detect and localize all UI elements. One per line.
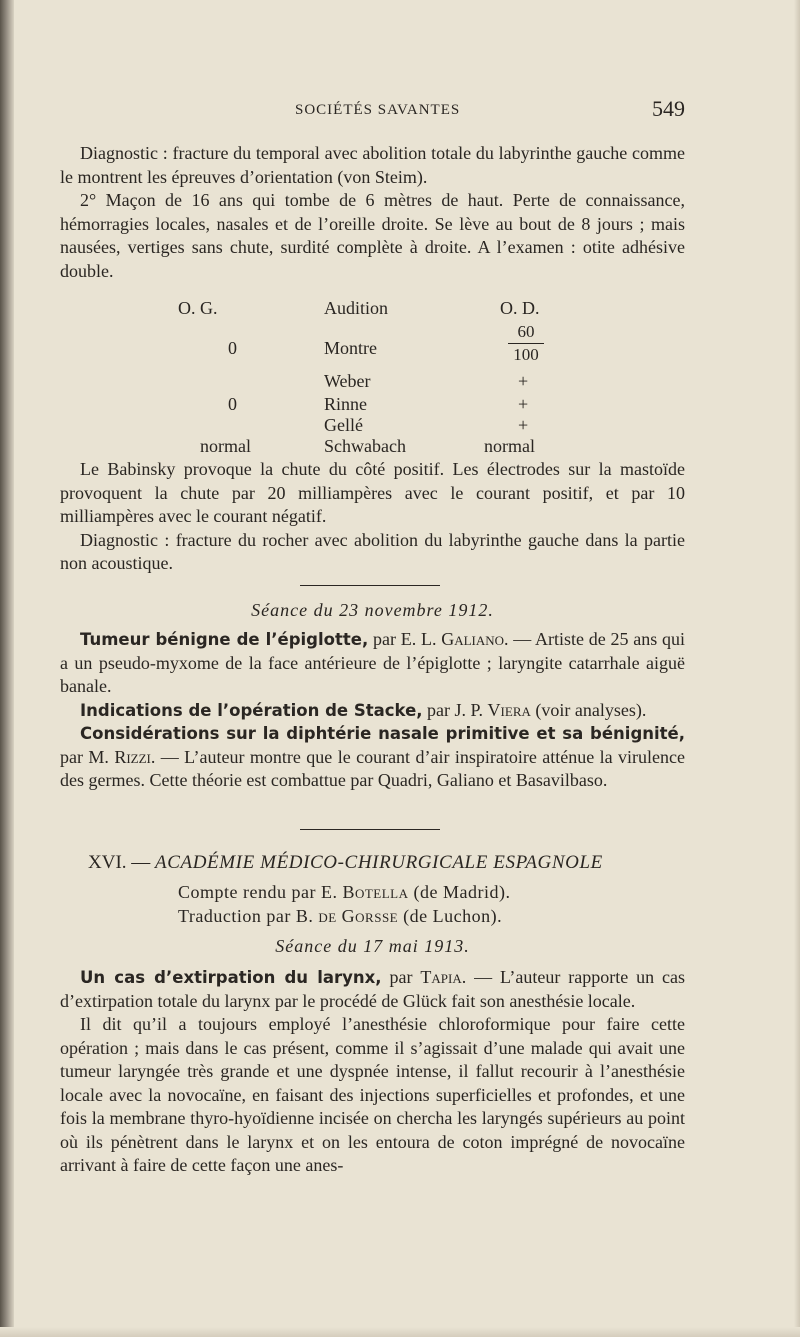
entry-title: Un cas d’extirpation du larynx, [80, 968, 382, 987]
diagnostic-paragraph: Diagnostic : fracture du temporal avec abolition totale du labyrinthe gauche comme le montrent les épreuves d’orientation (von Steim). [60, 143, 685, 187]
credit-name: Botella [342, 882, 409, 902]
case-2-paragraph: 2° Maçon de 16 ans qui tombe de 6 mètres de haut. Perte de connaissance, hémorragies locales, nasales et de l’oreille droite. Se lève au bout de 8 jours ; mais nausées, vertiges sans chute, surdité complète à droite. A l’examen : otite adhésive double. [60, 190, 685, 281]
credit-prefix: Compte rendu par E. [178, 882, 343, 902]
credit-compte-rendu [178, 882, 510, 903]
section-divider [300, 585, 440, 586]
babinsky-paragraph: Le Babinsky provoque la chute du côté positif. Les électrodes sur la mastoïde provoquent la chute par 20 milliampères avec le courant positif, et par 10 milliampères avec le courant négatif. [60, 459, 685, 526]
academie-name: ACADÉMIE MÉDICO-CHIRURGICALE ESPAGNOLE [155, 852, 603, 873]
row-od-value: + [518, 371, 529, 391]
row-test-label: Montre [324, 338, 377, 358]
academie-heading [88, 852, 603, 874]
entry-by: par E. L. [368, 629, 442, 649]
audition-table [60, 298, 685, 458]
entry-text: . — Artiste de 25 ans qui a un pseudo-myxome de la face antérieure de l’épiglotte ; laryngite catarrhale aiguë banale. [60, 629, 686, 696]
row-od-value: + [518, 394, 529, 414]
row-test-label: Gellé [324, 415, 363, 435]
seance-heading: Séance du 17 mai 1913. [275, 936, 470, 956]
entry-title: Indications de l’opération de Stacke, [80, 700, 423, 720]
credit-traduction [178, 906, 502, 927]
fraction-bar [508, 343, 544, 344]
seance-1-entries [60, 628, 685, 793]
credit-name: de Gorsse [318, 906, 399, 926]
running-title: SOCIÉTÉS SAVANTES [295, 102, 461, 118]
row-og-value: normal [200, 436, 251, 456]
entry-text: . — L’auteur montre que le courant d’air inspiratoire atténue la virulence des germes. Cette théorie est combattue par Quadri, Galiano et Basavilbaso. [60, 746, 685, 790]
entry-author: Viera [487, 699, 531, 720]
seance-heading: Séance du 23 novembre 1912. [251, 600, 494, 620]
entry-author: Rizzi [114, 746, 151, 767]
credit-suffix: (de Madrid). [408, 882, 511, 902]
page-number: 549 [652, 96, 685, 121]
entry-text: . — L’auteur rapporte un cas d’extirpation totale du larynx par le procédé de Glück fait son anesthésie locale. [60, 967, 686, 1011]
row-od-value: + [518, 415, 529, 435]
page-edge [794, 0, 800, 1337]
entry-text: (voir analyses). [530, 699, 647, 720]
entry-stacke [60, 699, 685, 723]
header-audition: Audition [324, 298, 389, 318]
header-og: O. G. [178, 298, 218, 318]
seance-2-entries [60, 966, 685, 1178]
row-test-label: Rinne [324, 394, 367, 414]
credit-suffix: (de Luchon). [398, 906, 503, 926]
entry-by: par M. [60, 746, 115, 767]
entry-title: Considérations sur la diphtérie nasale primitive et sa bénignité, [80, 724, 685, 743]
running-head [60, 96, 685, 122]
row-od-fraction [508, 322, 544, 365]
entry-title: Tumeur bénigne de l’épiglotte, [80, 630, 369, 649]
entry-by: par J. P. [422, 699, 488, 720]
entry-author: Galiano [441, 629, 505, 649]
entry-diphterie [60, 722, 685, 793]
header-od: O. D. [500, 298, 540, 318]
row-test-label: Schwabach [324, 436, 406, 456]
row-od-value: normal [484, 436, 535, 456]
babinsky-text [60, 458, 685, 576]
entry-larynx [60, 966, 685, 1013]
case-report-text [60, 142, 685, 283]
fraction-denominator: 100 [513, 345, 539, 364]
entry-epiglotte [60, 628, 685, 699]
row-og-value: 0 [228, 338, 237, 358]
entry-author: Tapia [420, 967, 462, 987]
section-divider [300, 829, 440, 830]
page-binding-shadow [0, 0, 14, 1337]
row-og-value: 0 [228, 394, 237, 414]
fraction-numerator: 60 [517, 322, 535, 341]
entry-by: par [381, 967, 421, 987]
page-bottom-edge [0, 1327, 800, 1337]
larynx-continuation: Il dit qu’il a toujours employé l’anesthésie chloroformique pour faire cette opération ; mais dans le cas présent, comme il s’agissait d’une malade qui avait une tumeur laryngée très grande et une dyspnée intense, il fallut recourir à l’anesthésie locale avec la novocaïne, en faisant des injections superficielles et profondes, et une fois la membrane thyro-hyoïdienne incisée on chercha les laryngés supérieurs au point où ils pénètrent dans le larynx et on les entoura de coton imprégné de novocaïne arrivant à faire de cette façon une anes- [60, 1014, 685, 1175]
credit-prefix: Traduction par B. [178, 906, 319, 926]
diagnostic-2-paragraph: Diagnostic : fracture du rocher avec abolition du labyrinthe gauche dans la partie non acoustique. [60, 529, 685, 573]
section-number: XVI. — [88, 852, 156, 873]
row-test-label: Weber [324, 371, 371, 391]
